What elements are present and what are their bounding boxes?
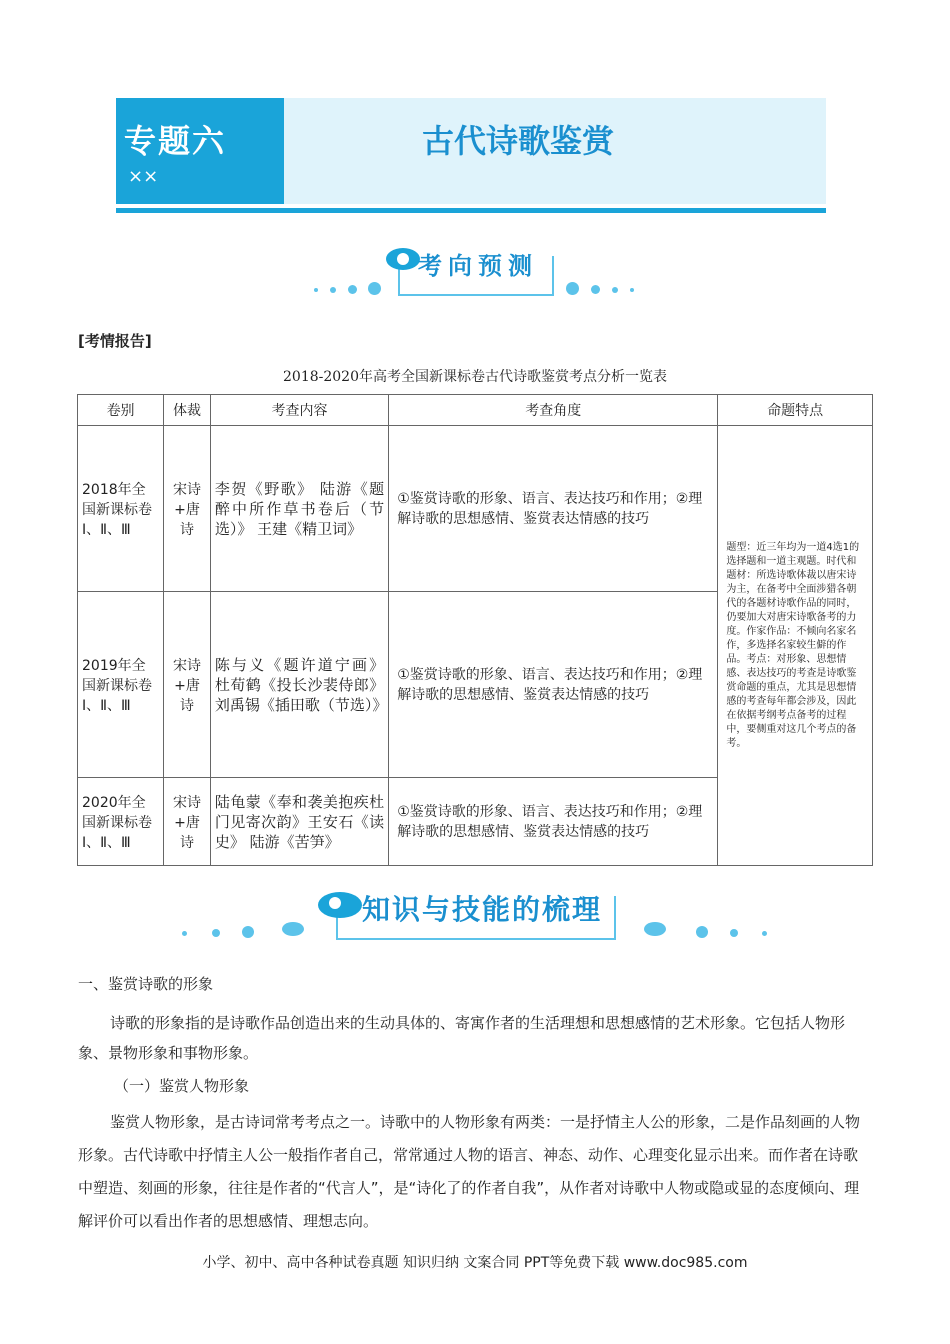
dot [182, 931, 187, 936]
column-header: 考查角度 [389, 395, 718, 426]
table-row [78, 426, 873, 592]
paper-cell: 2018年全国新课标卷Ⅰ、Ⅱ、Ⅲ [78, 426, 164, 592]
body-content [78, 970, 870, 1238]
exam-analysis-table [77, 394, 873, 866]
dot [612, 287, 618, 293]
angle-cell: ①鉴赏诗歌的形象、语言、表达技巧和作用；②理解诗歌的思想感情、鉴赏表达情感的技巧 [389, 592, 718, 778]
eye-icon [318, 892, 362, 918]
dot [630, 288, 634, 292]
feature-cell: 题型：近三年均为一道4选1的选择题和一道主观题。时代和题材：所选诗歌体裁以唐宋诗为主，在备考中全面涉猎各朝代的各题材诗歌作品的同时，仍要加大对唐宋诗歌备考的力度。作家作品：不倾向名家名作，多选择名家较生僻的作品。考点：对形象、思想情感、表达技巧的考查是诗歌鉴赏命题的重点，尤其是思想情感的考查每年都会涉及，因此在依据考纲考点备考的过程中，要侧重对这几个考点的备考。 [718, 426, 873, 866]
column-header: 体裁 [164, 395, 211, 426]
footer-text: 小学、初中、高中各种试卷真题 知识归纳 文案合同 PPT等免费下载 www.doc985.com [202, 1255, 748, 1271]
header-rule [116, 208, 826, 213]
column-header: 卷别 [78, 395, 164, 426]
dot [282, 922, 304, 936]
dot [368, 282, 381, 295]
genre-cell: 宋诗+唐诗 [164, 778, 211, 866]
genre-cell: 宋诗+唐诗 [164, 592, 211, 778]
table-header-row [78, 395, 873, 426]
report-label: [考情报告] [78, 332, 152, 350]
dot [348, 285, 357, 294]
dot [242, 926, 254, 938]
angle-cell: ①鉴赏诗歌的形象、语言、表达技巧和作用；②理解诗歌的思想感情、鉴赏表达情感的技巧 [389, 426, 718, 592]
genre-cell: 宋诗+唐诗 [164, 426, 211, 592]
dot [696, 926, 708, 938]
paper-cell: 2020年全国新课标卷Ⅰ、Ⅱ、Ⅲ [78, 778, 164, 866]
topic-deco: ×× [128, 166, 159, 187]
header-banner [116, 98, 826, 204]
table-caption: 2018-2020年高考全国新课标卷古代诗歌鉴赏考点分析一览表 [283, 369, 667, 385]
dot [644, 922, 666, 936]
dot [330, 287, 336, 293]
content-cell: 陆龟蒙《奉和袭美抱疾杜门见寄次韵》王安石《读史》 陆游《苦笋》 [210, 778, 388, 866]
paragraph: 诗歌的形象指的是诗歌作品创造出来的生动具体的、寄寓作者的生活理想和思想感情的艺术形象。它包括人物形象、景物形象和事物形象。 [78, 1014, 846, 1062]
dot [566, 282, 579, 295]
angle-cell: ①鉴赏诗歌的形象、语言、表达技巧和作用；②理解诗歌的思想感情、鉴赏表达情感的技巧 [389, 778, 718, 866]
paper-cell: 2019年全国新课标卷Ⅰ、Ⅱ、Ⅲ [78, 592, 164, 778]
dot [730, 929, 738, 937]
dot [314, 288, 318, 292]
heading-level2: （一）鉴赏人物形象 [114, 1077, 250, 1095]
column-header: 考查内容 [210, 395, 388, 426]
heading-level1: 一、鉴赏诗歌的形象 [78, 975, 214, 993]
column-header: 命题特点 [718, 395, 873, 426]
content-cell: 陈与义《题许道宁画》 杜荀鹤《投长沙裴侍郎》 刘禹锡《插田歌（节选）》 [210, 592, 388, 778]
dot [591, 285, 600, 294]
dot [762, 931, 767, 936]
section-title: 知识与技能的梳理 [362, 893, 603, 926]
paragraph: 鉴赏人物形象，是古诗词常考考点之一。诗歌中的人物形象有两类：一是抒情主人公的形象，二是作品刻画的人物形象。古代诗歌中抒情主人公一般指作者自己，常常通过人物的语言、神态、动作、心理变化显示出来。而作者在诗歌中塑造、刻画的形象，往往是作者的“代言人”，是“诗化了的作者自我”，从作者对诗歌中人物或隐或显的态度倾向、理解评价可以看出作者的思想感情、理想志向。 [78, 1113, 861, 1230]
topic-label: 专题六 [124, 122, 227, 160]
topic-label-box [116, 98, 284, 204]
content-cell: 李贺《野歌》 陆游《题醉中所作草书卷后（节选）》 王建《精卫词》 [210, 426, 388, 592]
page-title: 古代诗歌鉴赏 [422, 122, 615, 160]
section-title: 考向预测 [418, 252, 538, 280]
dot [212, 929, 220, 937]
eye-icon [386, 248, 420, 270]
